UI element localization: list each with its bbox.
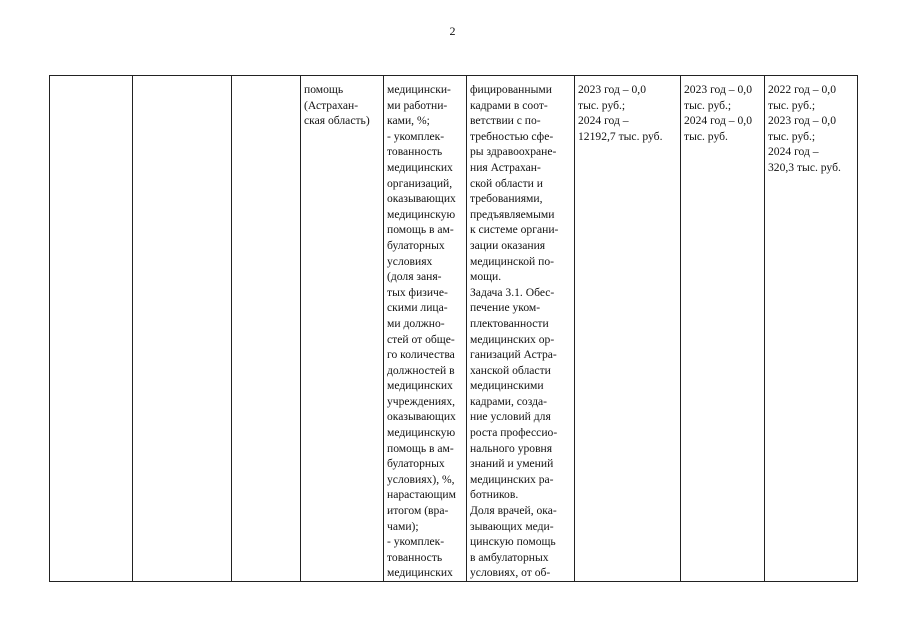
table-cell-funding-1: [575, 76, 681, 582]
table-cell-3: [232, 76, 301, 582]
funding-2-text: 2023 год – 0,0 тыс. руб.; 2024 год – 0,0 тыс. руб.: [684, 83, 752, 143]
table-cell-funding-2: [681, 76, 765, 582]
table-cell-funding-3: [765, 76, 858, 582]
page-number: 2: [449, 24, 456, 38]
tasks-text: фицированными кадрами в соот- ветствии с по- требностью сфе- ры здравоохране- ния Астрахан- ской области и требованиями, предъявляемыми к системе органи- зации оказания медицинской по- мощи. Задача 3.1. Обес- печение уком- плектованности медицинских ор- ганизаций Астра- ханской области медицинскими кадрами, созда- ние условий для роста профессио- нального уровня знаний и умений медицинских ра- ботников. Доля врачей, ока- зывающих меди- цинскую помощь в амбулаторных условиях, от об-: [470, 83, 559, 580]
funding-3-text: 2022 год – 0,0 тыс. руб.; 2023 год – 0,0 тыс. руб.; 2024 год – 320,3 тыс. руб.: [768, 83, 841, 174]
table-cell-tasks: [467, 76, 575, 582]
table-cell-1: [50, 76, 133, 582]
table-cell-2: [133, 76, 232, 582]
table-cell-indicators: [384, 76, 467, 582]
indicators-text: медицински- ми работни- ками, %; - укомплек- тованность медицинских организаций, оказывающих медицинскую помощь в ам- булаторных условиях (доля заня- тых физиче- скими лица- ми должно- стей от обще- го количества должностей в медицинских учреждениях, оказывающих медицинскую помощь в ам- булаторных условиях), %, нарастающим итогом (вра- чами); - укомплек- тованность медицинских: [387, 83, 456, 580]
program-table: [49, 75, 858, 582]
funding-1-text: 2023 год – 0,0 тыс. руб.; 2024 год – 12192,7 тыс. руб.: [578, 83, 663, 143]
region-text: помощь (Астрахан- ская область): [304, 83, 370, 128]
table-row: [50, 76, 858, 582]
table-cell-region: [301, 76, 384, 582]
